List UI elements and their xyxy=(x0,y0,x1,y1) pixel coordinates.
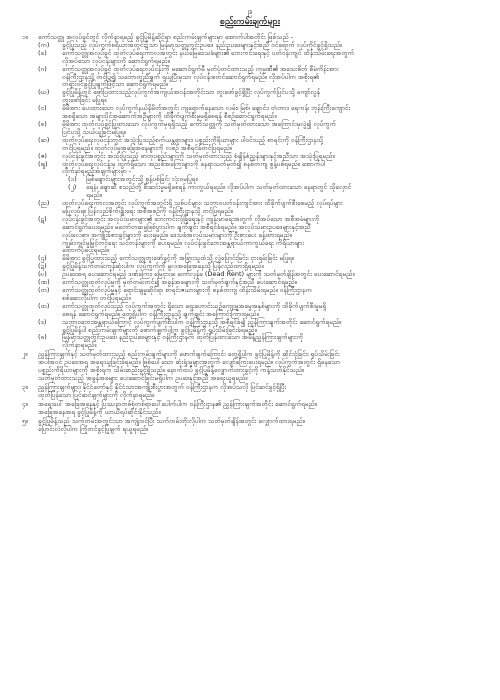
item-text: သတ်မှတ်ထားသည့် အခွန်အခများ ပေးဆောင်ခြင်းမရှိပါက ဥပဒေနှင့်အညီ အရေးယူရမည်။ xyxy=(38,374,248,383)
item-text: အပါအဝင် ဥပဒေအရ အရေးယူခြင်းခံရမည်။ ဖြစ်ပေါ်သော ဆုံးရှုံးမှုများအတွက် လျော်ကြေးပေးရမည်။ လုပ်ကွက်အတွင်း ရှိနေသော xyxy=(38,358,340,367)
item-text: ကော်သတ္တုထုတ်လုပ်မှုနှင့် ရောင်းချမှုဆိုင်ရာ စာရင်းဇယားများကို စနစ်တကျ ထိန်းသိမ်းရမည်။ ဝန်ကြီးဌာနက xyxy=(62,286,312,294)
item-marker: ၂။ xyxy=(22,350,28,359)
section-paragraph xyxy=(22,375,477,383)
item-text: မိမိအား ထုတ်လုပ်ခွင့်ပြုထားသော လုပ်ကွက်မှရရှိသည့် ကော်သတ္တုကို သတ်မှတ်ထားသော အကြောင်းမှလွဲ၍ လုပ်ကွက် xyxy=(62,119,336,128)
item-marker: ၅။ xyxy=(22,417,28,426)
item-text: ထောက်ပံ့ပေးရမည်။ xyxy=(62,246,110,255)
item-text: ထုတ်လုပ်ရေးလုပ်ငန်းမှ ထွက်ရှိသော အညစ်အကြေးများကို နေရာသတ်မှတ်၍ စနစ်တကျ စွန့်ပစ်ရမည်။ အောက်ပါ xyxy=(62,159,325,168)
item-text: အရေးပေါ် အခြေအနေနှင့် ပြဿနာတစ်စုံတစ်ရာပေါ်ပေါက်ပါက ဝန်ကြီးဌာန၏ ညွှန်ကြားချက်အတိုင်း ဆောင်ရွက်ရမည်။ xyxy=(38,400,317,409)
item-marker: ၁။ xyxy=(22,33,28,41)
item-text: တူးဖော်ခြင်း မပြုရ။ xyxy=(62,96,107,105)
item-marker: (ဇ) xyxy=(38,151,47,160)
item-text: ခွင့်ပြုမိန့်သည် သက်တမ်းအတွင်းသာ အကျုံးဝင်ပြီး သက်တမ်းတိုးလိုပါက သတ်မှတ်ချိန်အတွင်း လျှောက်ထားရမည်။ xyxy=(38,417,305,426)
item-marker: (ည) xyxy=(38,199,50,208)
item-text: ကော်သတ္တုထုတ်လုပ်သည့် လုပ်ကွက်အတွင်း ရှိသော ရှေးဟောင်းယဉ်ကျေးမှုအမွေအနှစ်များကို ထိခိုက်ပျက်စီးမှုမရှိ xyxy=(62,301,326,310)
section-paragraph xyxy=(22,426,477,434)
item-marker: (ဌ) xyxy=(38,254,47,263)
item-marker: (ဆ) xyxy=(38,135,50,144)
page-number: ၉ xyxy=(247,7,253,17)
item-text: မိမိအား ခွင့်ပြုထားသည့် ကော်သတ္တုတူးဖော်ခွင့်ကို အခြားသူထံသို့ လွှဲပြောင်းခြင်း၊ ငှားရမ်းခြင်း မပြုရ။ xyxy=(62,254,294,263)
section-gap xyxy=(22,434,477,435)
item-marker: (ဃ) xyxy=(38,88,50,97)
item-text: အခြေအနေအရ ခွင့်ပြုမိန့်ကို ယာယီရပ်ဆိုင်းနိုင်သည်။ xyxy=(38,408,161,417)
item-text: ပြောင်းလဲလိုပါက ကြိုတင်ခွင့်ပြုချက် ရယူရမည်။ xyxy=(38,425,149,434)
item-text: ထုတ်လုပ်ရေးကာလအတွင်း လုပ်ကွက်အတွင်းရှိ သစ်ပင်များ၊ သဘာဝပတ်ဝန်းကျင်အား ထိခိုက်ပျက်စီးစေမည့် လုပ်ရပ်များ xyxy=(62,199,343,208)
document-body xyxy=(22,34,477,435)
item-text: လုပ်ငန်းခွင်အတွင်း အလုပ်သမားများ၏ ဘေးကင်းလုံခြုံရေးနှင့် ကျန်းမာရေးအတွက် လိုအပ်သော အစီအမံများကို xyxy=(62,214,320,223)
item-text: ခွင့်ပြုမိန့်ပါ စည်းကမ်းချက်များကို ဖောက်ဖျက်ပါက ခွင့်ပြုမိန့်ကို ရုပ်သိမ်းခြင်းခံရမည်။ xyxy=(62,325,257,334)
item-text: မြစ်ချောင်းများအတွင်းသို့ စွန့်ပစ်ခြင်း လုံးဝမပြုရ။ xyxy=(86,175,198,184)
item-text: ပစ္စည်းကိရိယာများကို အစိုးရက သိမ်းဆည်းခွင့်ရှိသည်။ နောက်ထပ် ခွင့်ပြုမိန့်လျှောက်ထားခွင့်ကို ကန့်သတ်နိုင်သည်။ xyxy=(38,366,304,375)
item-marker: (ဏ) xyxy=(38,278,50,287)
item-text: ညွှန်ကြားချက်နှင့် သတ်မှတ်ထားသည့် စည်းကမ်းချက်များကို ဖောက်ဖျက်ကြောင်း တွေ့ရှိပါက ခွင့်ပြုမိန့်ကို ဆိုင်းငံ့ခြင်း၊ ရုပ်သိမ်းခြင်း xyxy=(38,350,340,359)
item-marker: (င) xyxy=(38,104,47,113)
item-text: ကျွမ်းကျင်မှုမြှင့်တင်ရေး သင်တန်းများကို ပေးရမည်။ လုပ်ငန်းခွင်ဘေးအန္တရာယ်ကာကွယ်ရေး ကိရိယာများ xyxy=(62,238,304,247)
item-marker: (ဎ) xyxy=(38,270,47,279)
item-marker: (ဓ) xyxy=(38,333,47,342)
item-text: သဘာဝဘေးအန္တရာယ်ကြောင့် လုပ်ကွက်ပျက်စီးပါက ဝန်ကြီးဌာနသို့ အစီရင်ခံ၍ ညွှန်ကြားချက်အတိုင်း ဆောင်ရွက်ရမည်။ xyxy=(62,317,342,326)
item-text: လိုက်နာရမည်။ xyxy=(62,341,97,350)
item-marker: (က) xyxy=(38,40,50,49)
item-marker: (ခ) xyxy=(38,48,47,57)
item-text: ဆောင်ရွက်ပေးရမည်။ မတော်တဆမှုဖြစ်ပွားပါက ချက်ချင်း အစီရင်ခံရမည်။ အလုပ်သမားဥပဒေများနှင့်အညီ xyxy=(62,222,311,231)
item-marker: (ဋ) xyxy=(38,214,47,223)
item-text: ခွင့်ပြုသည့် လုပ်ကွက်စရိယာအတွင်း၌သာ မြန်မာ့သတ္တုတွင်းဥပဒေ နည်းဥပဒေများနှင့်အညီ ဝင်ရောက် လုပ်ကိုင်ခွင့်ရှိသည်။ xyxy=(62,40,343,49)
item-text: ဥပဒေအရ ပေးဆောင်ရမည့် ဒဏ်ကြေး၊ မြေငှားခ၊ တော်လှန်ခ (Dead Rent) များကို သတ်မှတ်ချိန်အတွင်း ပေးဆောင်ရမည်။ xyxy=(62,270,355,279)
item-text: မိမိအား ပေးထားသော လုပ်ကွက်နယ်နိမိတ်အတွင်း ကျရောက်နေသော လမ်း၊ မြစ်၊ ချောင်း၊ တံတား၊ ရေကန်၊ ဘုန်းကြီးကျောင်း xyxy=(62,104,351,113)
item-marker: (၂) xyxy=(68,183,77,192)
item-text: ရမည်။ xyxy=(86,191,102,200)
item-text: ဝန်ကြီးဌာနသို့ တင်ပြ၍ သဘောတူညီချက် ရယူပြီးမှသာ လုပ်ငန်းစတင်ဆောင်ရွက်ရမည်။ လိုအပ်ပါက အစိုးရ၏ xyxy=(62,72,319,81)
item-marker: (တ) xyxy=(38,286,50,294)
page-title: စည်းကမ်းချက်များ xyxy=(219,17,281,27)
item-text: လုပ်ငန်းခွင်အတွင်း အသုံးပြုသည့် ဓာတုပစ္စည်းများကို သတ်မှတ်ထားသည့် စံချိန်စံညွှန်းများနှင့်အညီသာ အသုံးပြုရမည်။ xyxy=(62,151,335,160)
item-text: တင်ပြရမည်။ ထုတ်လုပ်မှုအခြေအနေများကို လစဉ် အစီရင်ခံတင်ပြရမည်။ xyxy=(62,143,232,152)
item-text: ကော်သတ္တု အလုပ်ခွင်တွင် လိုက်နာရမည့် ခွင့်ပြုမိန့်ဆိုင်ရာ စည်းကမ်းချက်များမှာ အောက်ပါအတိုင်း ဖြစ်သည် - xyxy=(38,33,294,41)
item-marker: ၄။ xyxy=(22,400,28,409)
item-marker: (၁) xyxy=(68,175,77,184)
item-text: ပြင်ပသို့ သယ်ယူခြင်းမပြုရ။ xyxy=(62,127,126,136)
item-text: မပြုလုပ်ရ။ ပြန်လည်စိုက်ပျိုးရေး အစီအစဉ်ကို ဝန်ကြီးဌာနသို့ တင်ပြရမည်။ xyxy=(62,206,233,215)
item-text: ကော်သတ္တုထုတ်လုပ်မှုကို မှတ်တမ်းတင်၍ အခွန်အခများကို သတ်မှတ်ချက်နှင့်အညီ ပေးဆောင်ရမည်။ xyxy=(62,278,297,287)
item-text: ခွင့်ပြုမိန့်သက်တမ်းကုန်ဆုံးပါက လုပ်ကွက်ကို မူလအခြေအနေသို့ ပြန်လည်ထားရှိရမည်။ xyxy=(62,262,264,271)
item-text: ရေနံ၊ ချောဆီ စသည်တို့ စီးဆင်းမှုမရှိစေရန် ကာကွယ်ရမည်။ လိုအပ်ပါက သတ်မှတ်ထားသော နေရာတွင် သိုလှောင် xyxy=(86,183,352,192)
item-text: ထုတ်ပြန်သော ပြင်ဆင်ချက်များကို လိုက်နာရမည်။ xyxy=(38,391,155,400)
item-marker: (ဈ) xyxy=(38,159,48,168)
item-text: တရားဝင်ခွင့်ပြုချက်ဖြင့်သာ ဆောင်ရွက်ရမည်။ xyxy=(62,80,168,89)
item-text: ညွှန်ကြားချက်များ၊ နိုင်ငံတော်နှင့် နိုင်ငံသားအကျိုးစီးပွားအတွက် ဝန်ကြီးဌာနက လိုအပ်သလို ပြင်ဆင်ခွင့်ရှိပြီး xyxy=(38,383,287,392)
item-text: စေရန် ဆောင်ရွက်ရမည်။ တွေ့ရှိပါက ဝန်ကြီးဌာနသို့ ချက်ချင်း အကြောင်းကြားရမည်။ xyxy=(62,309,259,318)
item-text: လိုက်နာရမည့်အချက်များမှာ - xyxy=(62,167,132,176)
item-text: လိုအပ်သော လုပ်ငန်းများကို ဆောင်ရွက်ရမည်။ xyxy=(62,56,170,65)
item-text: မြန်မာ့သတ္တုတွင်းဥပဒေ၊ နည်းဥပဒေများနှင့် ဝန်ကြီးဌာနက ထုတ်ပြန်ထားသော အမိန့်ညွှန်ကြားချက်များကို xyxy=(62,333,303,342)
item-text: ထုတ်လုပ်ရေးလုပ်ငန်းတွင် အသုံးပြုသည့်စက်ယန္တရားများ၊ ပစ္စည်းကိရိယာများ ပါဝင်သည့် စာရင်းကို ဝန်ကြီးဌာနသို့ xyxy=(62,135,323,144)
item-marker: (စ) xyxy=(38,119,47,128)
item-marker: (ဍ) xyxy=(38,262,47,271)
item-text: အစရှိသော အများပိုင်အဆောက်အဦများကို ထိခိုက်ပျက်စီးမှုမရှိစေရန် စီစဉ်ဆောင်ရွက်ရမည်။ xyxy=(62,112,277,121)
item-marker: ၃။ xyxy=(22,383,28,392)
item-text: ကော်သတ္တုအလုပ်ခွင် ထုတ်လုပ်ရေးကာလအတွင်း နယ်မြေဒေသခံများ၏ ဘေးကင်းရေးနှင့် ပတ်ဝန်းကျင် ထိန်းသိမ်းရေးအတွက် xyxy=(62,48,354,57)
item-text: လုပ်ခလစာ၊ အကျိုးခံစားခွင့်များကို ပေးရမည်။ ဒေသခံအလုပ်သမားများကို ဦးစားပေး ခန့်ထားရမည်။ xyxy=(62,230,292,239)
item-text: ခွင့်ပြုမိန့်တွင် ဖော်ပြထားသည့်လုပ်ကွက်အကျယ်အဝန်းအတိုင်းသာ တူးဖော်ခွင့်ရှိပြီး လုပ်ကွက်ပြင်ပသို့ ကျော်လွန် xyxy=(62,88,320,97)
item-marker: (ဒ) xyxy=(38,317,47,326)
section-paragraph xyxy=(22,409,477,417)
item-text: စစ်ဆေးလိုပါက တင်ပြရမည်။ xyxy=(62,293,131,302)
section-paragraph xyxy=(22,392,477,400)
item-text: ကော်သတ္တုအလုပ်ခွင် ထုတ်လုပ်ရေးလုပ်ငန်းကို မဆောင်ရွက်မီ မှတ်ပုံတင်ထားသည့် ကုမ္ပဏီ၏ အသေးစိတ် စီမံကိန်းအား xyxy=(62,64,339,73)
item-marker: (ထ) xyxy=(38,301,50,310)
item-marker: (ဂ) xyxy=(38,64,47,73)
